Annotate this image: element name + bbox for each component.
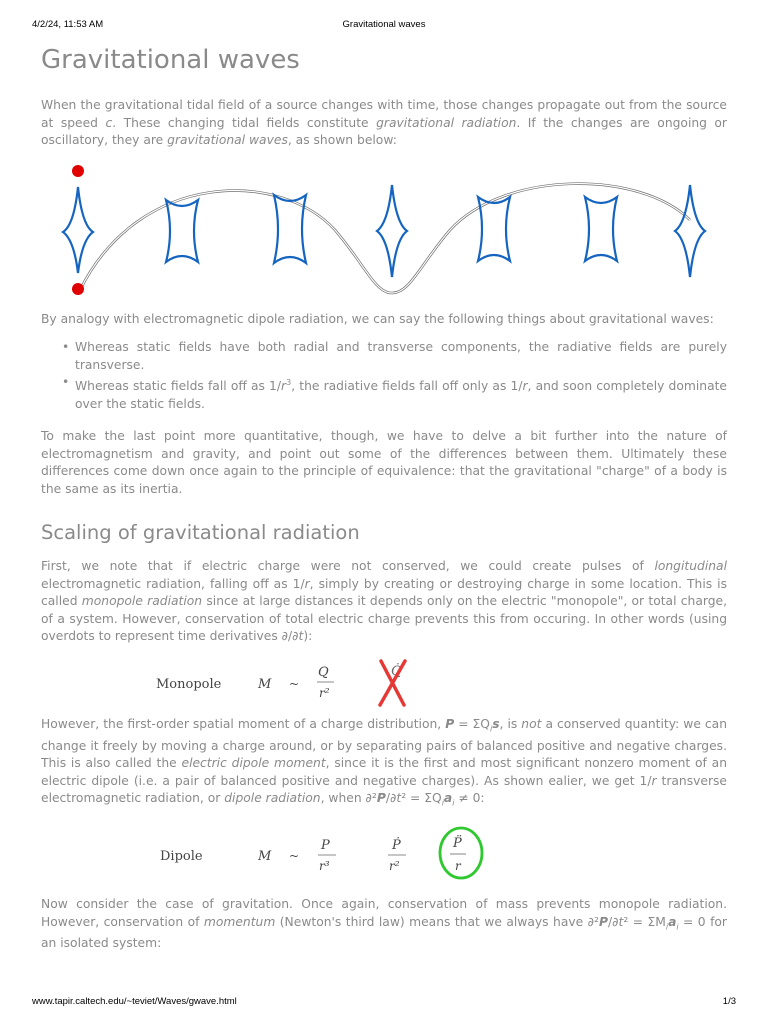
eq1-sim: ~ (289, 676, 300, 691)
intro-paragraph (41, 97, 727, 150)
intro-c: c (105, 115, 113, 130)
eq1-den: r² (319, 685, 330, 700)
gv-P: P (598, 914, 608, 929)
dp-eq: = ΣQ (454, 716, 490, 731)
distortion-shape-7 (675, 185, 705, 277)
dp-text-4: , since it is the first and most significant nonzero moment of an electric dipole (i.e. a pair of balanced positive and negative charges). As shown ealier, we get 1/ (41, 756, 727, 788)
eq2-term2-num: Ṗ (392, 838, 401, 853)
eq1-label: Monopole (156, 676, 222, 692)
distortion-shape-4 (377, 185, 407, 277)
dipole-paragraph (41, 716, 727, 812)
test-mass-bottom (72, 283, 84, 295)
sc-r: r (304, 576, 310, 591)
dp-P: P (445, 716, 455, 731)
b2-sup: 3 (286, 378, 292, 387)
dp-i2: i (441, 798, 444, 808)
sc-text-4: since at large distances it depends only on the electric "monopole", or total charge, of a system. However, conservation of total electric charge prevents this from occuring. In other words (using overdots to represent time derivatives ∂/∂ (41, 594, 727, 644)
gv-text-1: Now consider the case of gravitation. Once again, conservation of mass prevents monopole radiation. However, conservation of (41, 897, 727, 929)
print-footer (32, 996, 736, 1010)
wave-line-inner (80, 183, 690, 292)
intro-text-3: . If the changes are ongoing or oscillatory, they are (41, 115, 727, 147)
sc-t: t (298, 629, 304, 644)
gv-momentum: momentum (203, 914, 276, 929)
eq1-lhs: M (258, 676, 272, 692)
gravitational-wave-figure (41, 160, 727, 300)
eq1-crossed: Q̇ (391, 663, 402, 679)
dp-i3: i (452, 798, 455, 808)
gv-t: t (618, 914, 624, 929)
dp-text-3: a conserved quantity: we can change it freely by moving a charge around, or by separating pairs of balanced positive and negative charges. This is also called the (41, 716, 727, 771)
sc-monopole: monopole radiation (81, 594, 203, 609)
b2-text-1: Whereas static fields fall off as 1/ (75, 379, 282, 394)
sc-text-2: electromagnetic radiation, falling off as 1/ (41, 576, 305, 591)
dp-s: s (492, 716, 500, 731)
eq2-term3-den: r (455, 859, 461, 873)
scaling-paragraph (41, 558, 727, 646)
intro-gr: gravitational radiation (376, 115, 517, 130)
bullet-list (41, 339, 727, 413)
intro-text-1: When the gravitational tidal field of a source changes with time, those changes propagate out from the source at speed (41, 98, 727, 130)
gravitation-paragraph (41, 896, 727, 953)
sc-text-5: ): (303, 629, 313, 644)
distortion-shape-1 (63, 187, 93, 273)
dp-r: r (651, 773, 657, 788)
article (41, 40, 727, 953)
sc-text-3: , simply by creating or destroying charge in some location. This is called (41, 576, 727, 609)
bullet-item-1: • Whereas static fields have both radial and transverse components, the radiative fields are purely transverse. (75, 339, 727, 374)
b2-r2: r (522, 379, 528, 394)
dp-i: i (489, 724, 493, 734)
analogy-paragraph: By analogy with electromagnetic dipole radiation, we can say the following things about gravitational waves: (41, 311, 714, 326)
sc-text-1: First, we note that if electric charge were not conserved, we could create pulses of (41, 559, 655, 574)
dp-a: a (443, 791, 453, 806)
test-mass-top (72, 165, 84, 177)
dp-text-5: transverse electromagnetic radiation, or (41, 773, 727, 806)
print-datetime: 4/2/24, 11:53 AM (32, 19, 104, 30)
dp-text-1: However, the first-order spatial moment of a charge distribution, (41, 716, 446, 731)
monopole-equation (41, 656, 727, 708)
print-header (32, 19, 736, 33)
b2-text-2: , the radiative fields fall off only as 1/ (291, 379, 523, 394)
eq2-term1-num: P (321, 838, 330, 853)
eq2-term1-den: r³ (319, 859, 330, 873)
wave-line (80, 183, 690, 292)
eq2-label: Dipole (160, 849, 203, 864)
distortion-shape-2 (166, 200, 198, 262)
distortion-shape-6 (585, 197, 617, 261)
dp-dr: dipole radiation (224, 791, 321, 806)
print-doc-title: Gravitational waves (342, 19, 426, 30)
dp-text-9: ≠ 0: (454, 791, 485, 806)
intro-gw: gravitational waves (167, 133, 288, 147)
gv-text-4: ² = ΣM (623, 914, 666, 929)
last-point-paragraph: To make the last point more quantitative, though, we have to delve a bit further into the nature of electromagnetism and gravity, and point out some of the differences between them. Ultimately these differences come down once again to the principle of equivalence: that the gravitational "charge" of a body is the same as its inertia. (41, 429, 727, 496)
dp-not: not (521, 716, 542, 731)
eq1-num: Q (318, 664, 329, 680)
gv-text-3: /∂ (607, 914, 619, 929)
bullet-item-2 (75, 374, 727, 413)
eq2-term3-num: P̈ (453, 836, 462, 851)
print-url: www.tapir.caltech.edu/~teviet/Waves/gwave.html (32, 996, 237, 1007)
b2-text-3: , and soon completely dominate over the static fields. (75, 379, 727, 411)
dp-tt: t (396, 791, 402, 806)
gv-a: a (668, 914, 677, 929)
gv-text-2: (Newton's third law) means that we always have ∂² (275, 914, 599, 929)
dp-edm: electric dipole moment (181, 756, 326, 771)
eq2-sim: ~ (289, 849, 300, 863)
sc-longitudinal: longitudinal (654, 559, 727, 574)
intro-text-4: , as shown below: (287, 133, 397, 147)
b2-r1: r (281, 379, 287, 394)
eq2-term2-den: r² (389, 859, 400, 873)
eq2-lhs: M (258, 849, 272, 864)
section-title-scaling: Scaling of gravitational radiation (41, 521, 360, 545)
intro-text-2: . These changing tidal fields constitute (112, 115, 377, 130)
dp-text-7: /∂ (385, 791, 397, 806)
dp-text-8: ² = ΣQ (401, 791, 442, 806)
gv-text-5: = 0 for an isolated system: (41, 914, 727, 951)
dp-text-2: , is (499, 716, 522, 731)
dp-P2: P (376, 791, 386, 806)
gv-i2: i (676, 921, 679, 931)
print-page-number: 1/3 (722, 996, 736, 1007)
gv-i: i (665, 921, 669, 931)
dp-text-6: , when ∂² (320, 791, 377, 806)
page-title: Gravitational waves (41, 45, 300, 75)
dipole-equation (41, 822, 727, 888)
